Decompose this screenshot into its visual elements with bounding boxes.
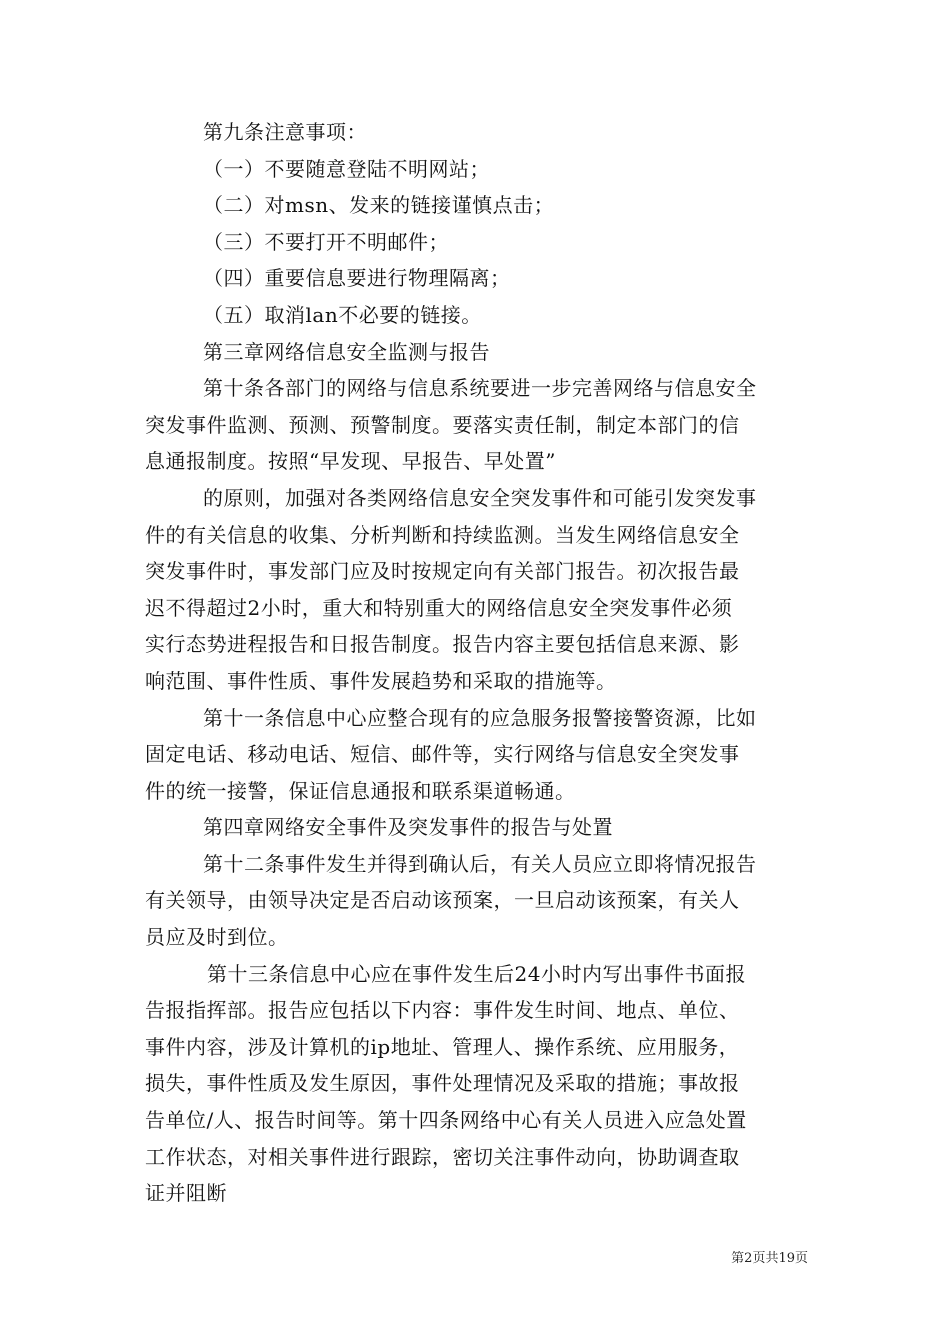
paragraph-line: 的原则，加强对各类网络信息安全突发事件和可能引发突发事 — [203, 485, 757, 510]
chapter-3-heading: 第三章网络信息安全监测与报告 — [203, 339, 490, 364]
document-body — [145, 114, 810, 1212]
paragraph-line: 证并阻断 — [145, 1181, 227, 1206]
paragraph-line: 突发事件监测、预测、预警制度。要落实责任制，制定本部门的信 — [145, 412, 740, 437]
chapter-4-heading: 第四章网络安全事件及突发事件的报告与处置 — [203, 815, 613, 840]
paragraph-line: 件的有关信息的收集、分析判断和持续监测。当发生网络信息安全 — [145, 522, 740, 547]
paragraph-line: 工作状态，对相关事件进行跟踪，密切关注事件动向，协助调查取 — [145, 1144, 740, 1169]
paragraph-line: 突发事件时，事发部门应及时按规定向有关部门报告。初次报告最 — [145, 559, 740, 584]
paragraph-line: 第十三条信息中心应在事件发生后24小时内写出事件书面报 — [207, 961, 746, 986]
paragraph-line: 息通报制度。按照“早发现、早报告、早处置” — [145, 449, 556, 474]
list-item-2: （二）对msn、发来的链接谨慎点击； — [203, 193, 555, 218]
paragraph-line: 第十条各部门的网络与信息系统要进一步完善网络与信息安全 — [203, 376, 757, 401]
list-item-1: （一）不要随意登陆不明网站； — [203, 156, 490, 181]
page-number: 第2页共19页 — [731, 1251, 808, 1266]
paragraph-line: 件的统一接警，保证信息通报和联系渠道畅通。 — [145, 778, 576, 803]
list-item-3: （三）不要打开不明邮件； — [203, 229, 449, 254]
paragraph-line: 事件内容，涉及计算机的ip地址、管理人、操作系统、应用服务， — [145, 1034, 740, 1059]
paragraph-line: 第十二条事件发生并得到确认后，有关人员应立即将情况报告 — [203, 851, 757, 876]
paragraph-line: 固定电话、移动电话、短信、邮件等，实行网络与信息安全突发事 — [145, 742, 740, 767]
paragraph-line: 员应及时到位。 — [145, 925, 289, 950]
list-item-4: （四）重要信息要进行物理隔离； — [203, 266, 511, 291]
paragraph-line: 告报指挥部。报告应包括以下内容：事件发生时间、地点、单位、 — [145, 998, 740, 1023]
article-9-heading: 第九条注意事项： — [203, 120, 367, 144]
paragraph-line: 第十一条信息中心应整合现有的应急服务报警接警资源，比如 — [203, 705, 757, 730]
paragraph-line: 实行态势进程报告和日报告制度。报告内容主要包括信息来源、影 — [145, 632, 740, 657]
paragraph-line: 响范围、事件性质、事件发展趋势和采取的措施等。 — [145, 668, 617, 693]
paragraph-line: 损失，事件性质及发生原因，事件处理情况及采取的措施；事故报 — [145, 1071, 740, 1096]
paragraph-line: 迟不得超过2小时，重大和特别重大的网络信息安全突发事件必须 — [145, 595, 733, 620]
paragraph-line: 有关领导，由领导决定是否启动该预案，一旦启动该预案，有关人 — [145, 888, 740, 913]
paragraph-line: 告单位/人、报告时间等。第十四条网络中心有关人员进入应急处置 — [145, 1108, 747, 1133]
list-item-5: （五）取消lan不必要的链接。 — [203, 302, 482, 327]
